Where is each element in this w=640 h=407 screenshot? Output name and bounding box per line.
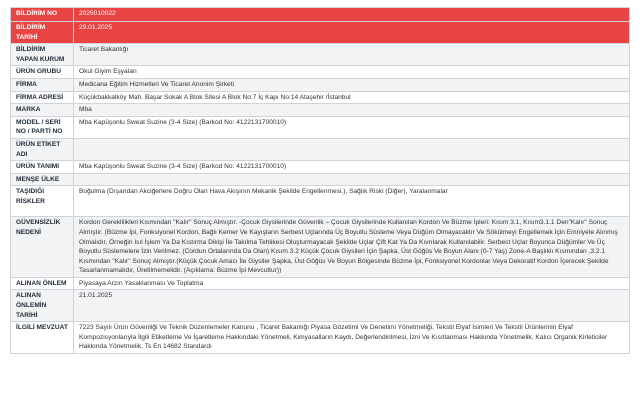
row-label: BİLDİRİM TARİHİ — [11, 22, 74, 44]
row-value: Piyasaya Arzın Yasaklanması Ve Toplatma — [74, 277, 630, 290]
table-row — [11, 186, 630, 217]
table-row — [11, 91, 630, 104]
row-value: 29.01.2025 — [74, 22, 630, 44]
row-label: BİLDİRİM YAPAN KURUM — [11, 44, 74, 66]
row-label: ÜRÜN GRUBU — [11, 66, 74, 79]
row-value: Küçükbakkalköy Mah. Başar Sokak A Blok Sitesi A Blok No:7 İç Kapı No:14 Ataşehir /İstanbul — [74, 91, 630, 104]
row-label: MARKA — [11, 104, 74, 117]
row-value — [74, 138, 630, 160]
table-row — [11, 322, 630, 354]
row-value: Kordon Gereklilikleri Kısmından "Kalır" Sonuç Almıştır. -Çocuk Giysilerinde Güvenlik – Çocuk Giysilerinde Kullanılan Kordon Ve Büzme İpleri: Kısım 3.1, Kısım3.1.1 Den"Kalır" Sonuç Almıştır. (Büzme İpi, Fonksiyonel Kordon, Bağlı Kemer Ve Kayışların Serbest Uçlarında Üç Boyutlu Süsleme Veya Düğüm Olmayacaktır Ve Sökülmeyi Engellemek İçin Emniyete Alınmış Olmalıdır, Örneğin Isıl İşlem Ya Da Kıstırma Dikişi İle Takılma Tehlikesi Oluşturmayacak Şekilde Uçlar Çift Kat Ya Da Kıvrılarak Kullanılabilir. Serbest Uçlar Boyunca Düğümler Ve Üç Boyutlu Süslemelere İzin Verilmez. (Cordun Ortalarında Da Olan) Kısım 3.2 Küçük Çocuk Giysileri İçin Şapka, Üst Göğüs Ve Boyun Alanı (0-7 Yaş) Zone-A Başlıklı Kısmından ,3.2.1 Kısmından "Kalır" Sonuç Almıştır.(Küçük Çocuk Amacı İle Giysiler Şapka, Üst Göğüs Ve Boyun Bölgesinde Büzme İpi, Fonksiyonel Kordonlar Veya Dekoratif Kordon İçerecek Şekilde Tasarlanmamalıdır, Üretilmemelidir. (Açıklama: Büzme İpi Mevcuttur)) — [74, 217, 630, 278]
row-value: 7223 Sayılı Ürün Güvenliği Ve Teknik Düzenlemeler Kanunu , Ticaret Bakanlığı Piyasa Gözetimi Ve Denetimi Yönetmeliği, Tekstil Elyaf İsimleri Ve Tekstil Ürünlerinin Elyaf Kompozisyonlarıyla İlgili Etiketleme Ve İşaretleme Hakkındaki Yönetmeli, Kimyasalların Kaydı, Değerlendirilmesi, İzni Ve Kısıtlanması Hakkında Yönetmelik, Kalıcı Organik Kirleticiler Hakkında Yönetmelik, Ts En 14682 Standardı — [74, 322, 630, 354]
table-row — [11, 22, 630, 44]
table-row — [11, 44, 630, 66]
table-row — [11, 66, 630, 79]
table-row — [11, 173, 630, 186]
row-value: Mba Kapüşonlu Sweat Suzine (3-4 Size) (Barkod No: 4122131700010) — [74, 116, 630, 138]
table-row — [11, 138, 630, 160]
row-label: ÜRÜN ETİKET ADI — [11, 138, 74, 160]
row-label: FİRMA — [11, 78, 74, 91]
row-value — [74, 173, 630, 186]
row-value: Boğulma (Dışarıdan Akciğerlere Doğru Olan Hava Akışının Mekanik Şekilde Engellenmesi.), Sağlık Riski (Diğer), Yaralanmalar — [74, 186, 630, 217]
row-label: BİLDİRİM NO — [11, 8, 74, 22]
row-value: 2025010022 — [74, 8, 630, 22]
row-value: Ticaret Bakanlığı — [74, 44, 630, 66]
row-value: Mba — [74, 104, 630, 117]
row-label: ALINAN ÖNLEM — [11, 277, 74, 290]
table-row — [11, 116, 630, 138]
row-label: İLGİLİ MEVZUAT — [11, 322, 74, 354]
table-row — [11, 8, 630, 22]
row-value: Medicana Eğitim Hizmetleri Ve Ticaret Anonim Şirketi — [74, 78, 630, 91]
row-label: MODEL / SERİ NO / PARTİ NO — [11, 116, 74, 138]
notification-table — [10, 7, 630, 354]
table-row — [11, 217, 630, 278]
table-row — [11, 78, 630, 91]
row-value: 21.01.2025 — [74, 290, 630, 322]
row-value: Mba Kapüşonlu Sweat Suzine (3-4 Size) (Barkod No: 4122131700010) — [74, 161, 630, 174]
table-row — [11, 104, 630, 117]
table-row — [11, 277, 630, 290]
row-label: MENŞE ÜLKE — [11, 173, 74, 186]
row-label: TAŞIDIĞI RİSKLER — [11, 186, 74, 217]
row-value: Okul Giyim Eşyaları — [74, 66, 630, 79]
table-row — [11, 290, 630, 322]
row-label: ÜRÜN TANIMI — [11, 161, 74, 174]
table-row — [11, 161, 630, 174]
row-label: FİRMA ADRESİ — [11, 91, 74, 104]
row-label: ALINAN ÖNLEMİN TARİHİ — [11, 290, 74, 322]
row-label: GÜVENSİZLİK NEDENİ — [11, 217, 74, 278]
